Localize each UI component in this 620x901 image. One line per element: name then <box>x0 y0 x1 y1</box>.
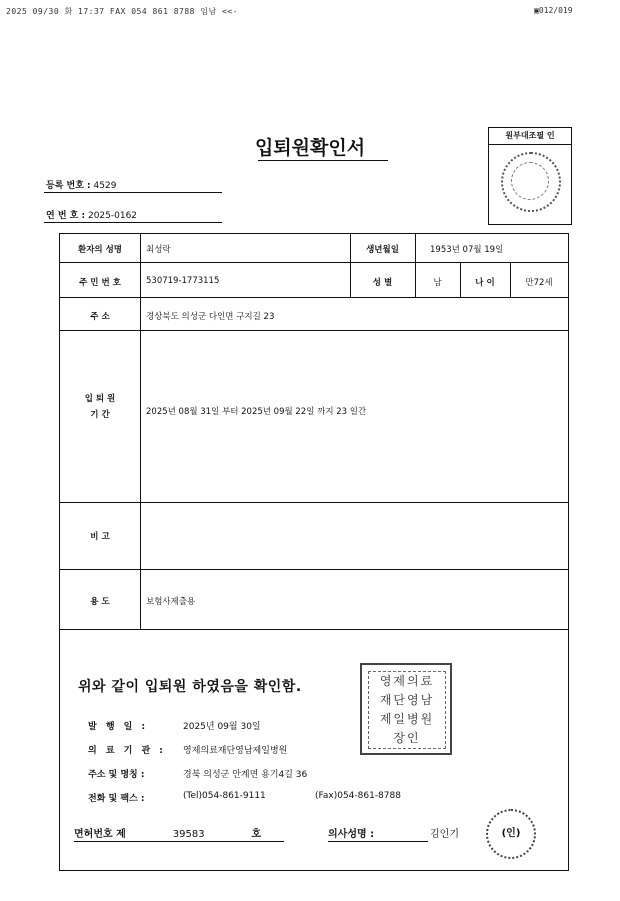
remarks-label: 비 고 <box>90 532 110 542</box>
period-label-1: 입 퇴 원 <box>84 394 116 404</box>
doctor-underline <box>328 841 428 842</box>
reg-no <box>46 178 116 191</box>
serial-no-underline <box>44 222 222 223</box>
age: 만72세 <box>525 278 553 288</box>
institution-label: 의 료 기 관 : <box>88 746 166 756</box>
serial-no-label: 연 번 호 : <box>46 211 86 221</box>
confirm-text: 위와 같이 입퇴원 하였음을 확인함. <box>78 679 302 695</box>
patient-name-label: 환자의 성명 <box>77 245 122 255</box>
row-divider <box>60 262 568 263</box>
serial-no <box>46 208 137 221</box>
original-check-box <box>488 127 572 225</box>
fax-header: 2025 09/30 화 17:37 FAX 054 861 8788 임남 <<- <box>6 7 239 16</box>
sex: 남 <box>433 278 442 288</box>
license-suffix: 호 <box>251 829 262 840</box>
inst-address-label: 주소 및 명칭 : <box>88 770 145 780</box>
certificate-frame <box>59 233 569 871</box>
original-check-seal <box>501 152 561 212</box>
address: 경상북도 의성군 다인면 구지길 23 <box>146 312 275 322</box>
fax-page-text: 012/019 <box>538 6 573 15</box>
birth-date: 1953년 07월 19일 <box>430 245 504 255</box>
row-divider <box>60 330 568 331</box>
age-label: 나 이 <box>475 278 495 288</box>
reg-no-label: 등록 번호 : <box>46 181 91 191</box>
row-divider <box>60 569 568 570</box>
col-divider <box>140 234 141 629</box>
patient-name: 최성락 <box>146 245 171 255</box>
page-title: 입퇴원확인서 <box>254 137 366 159</box>
doctor-name: 김인기 <box>430 829 459 840</box>
purpose-label: 용 도 <box>90 597 110 607</box>
serial-no-value: 2025-0162 <box>87 211 138 221</box>
issue-label: 발 행 일 : <box>88 722 149 732</box>
row-divider <box>60 502 568 503</box>
tel-label: 전화 및 팩스 : <box>88 794 145 804</box>
doctor-label: 의사성명 : <box>328 829 375 840</box>
period-label-2: 기 간 <box>90 410 110 420</box>
sex-label: 성 별 <box>372 278 393 288</box>
reg-no-value: 4529 <box>93 181 117 191</box>
reg-no-underline <box>44 192 222 193</box>
period: 2025년 08월 31일 부터 2025년 09월 22일 까지 23 일간 <box>146 407 367 417</box>
license-row <box>74 825 261 840</box>
birth-label: 생년월일 <box>366 245 399 255</box>
title-underline <box>258 160 388 161</box>
seal-inner-icon <box>511 162 549 200</box>
hospital-stamp <box>360 663 452 755</box>
license-number: 39583 <box>172 829 205 840</box>
inst-address: 경북 의성군 안계면 용기4길 36 <box>183 770 308 780</box>
address-label: 주 소 <box>90 312 110 322</box>
hospital-stamp-text: 영제의료 재단영남 제일병원 장인 <box>368 671 446 749</box>
original-check-label: 원부대조필 인 <box>489 128 571 145</box>
footer-section <box>60 629 568 869</box>
fax-page-number: ▣012/019 <box>534 6 573 15</box>
purpose: 보험사제출용 <box>146 597 196 607</box>
license-underline <box>74 841 284 842</box>
institution: 영제의료재단영남제일병원 <box>183 746 288 756</box>
license-label: 면허번호 제 <box>74 829 126 840</box>
rrn-label: 주 민 번 호 <box>79 278 121 288</box>
rrn: 530719-1773115 <box>146 276 220 286</box>
tel: (Tel)054-861-9111 <box>183 791 266 801</box>
doctor-seal: (인) <box>486 809 536 859</box>
issue-date: 2025년 09월 30일 <box>183 722 261 732</box>
row-divider <box>60 297 568 298</box>
fax: (Fax)054-861-8788 <box>315 791 401 801</box>
